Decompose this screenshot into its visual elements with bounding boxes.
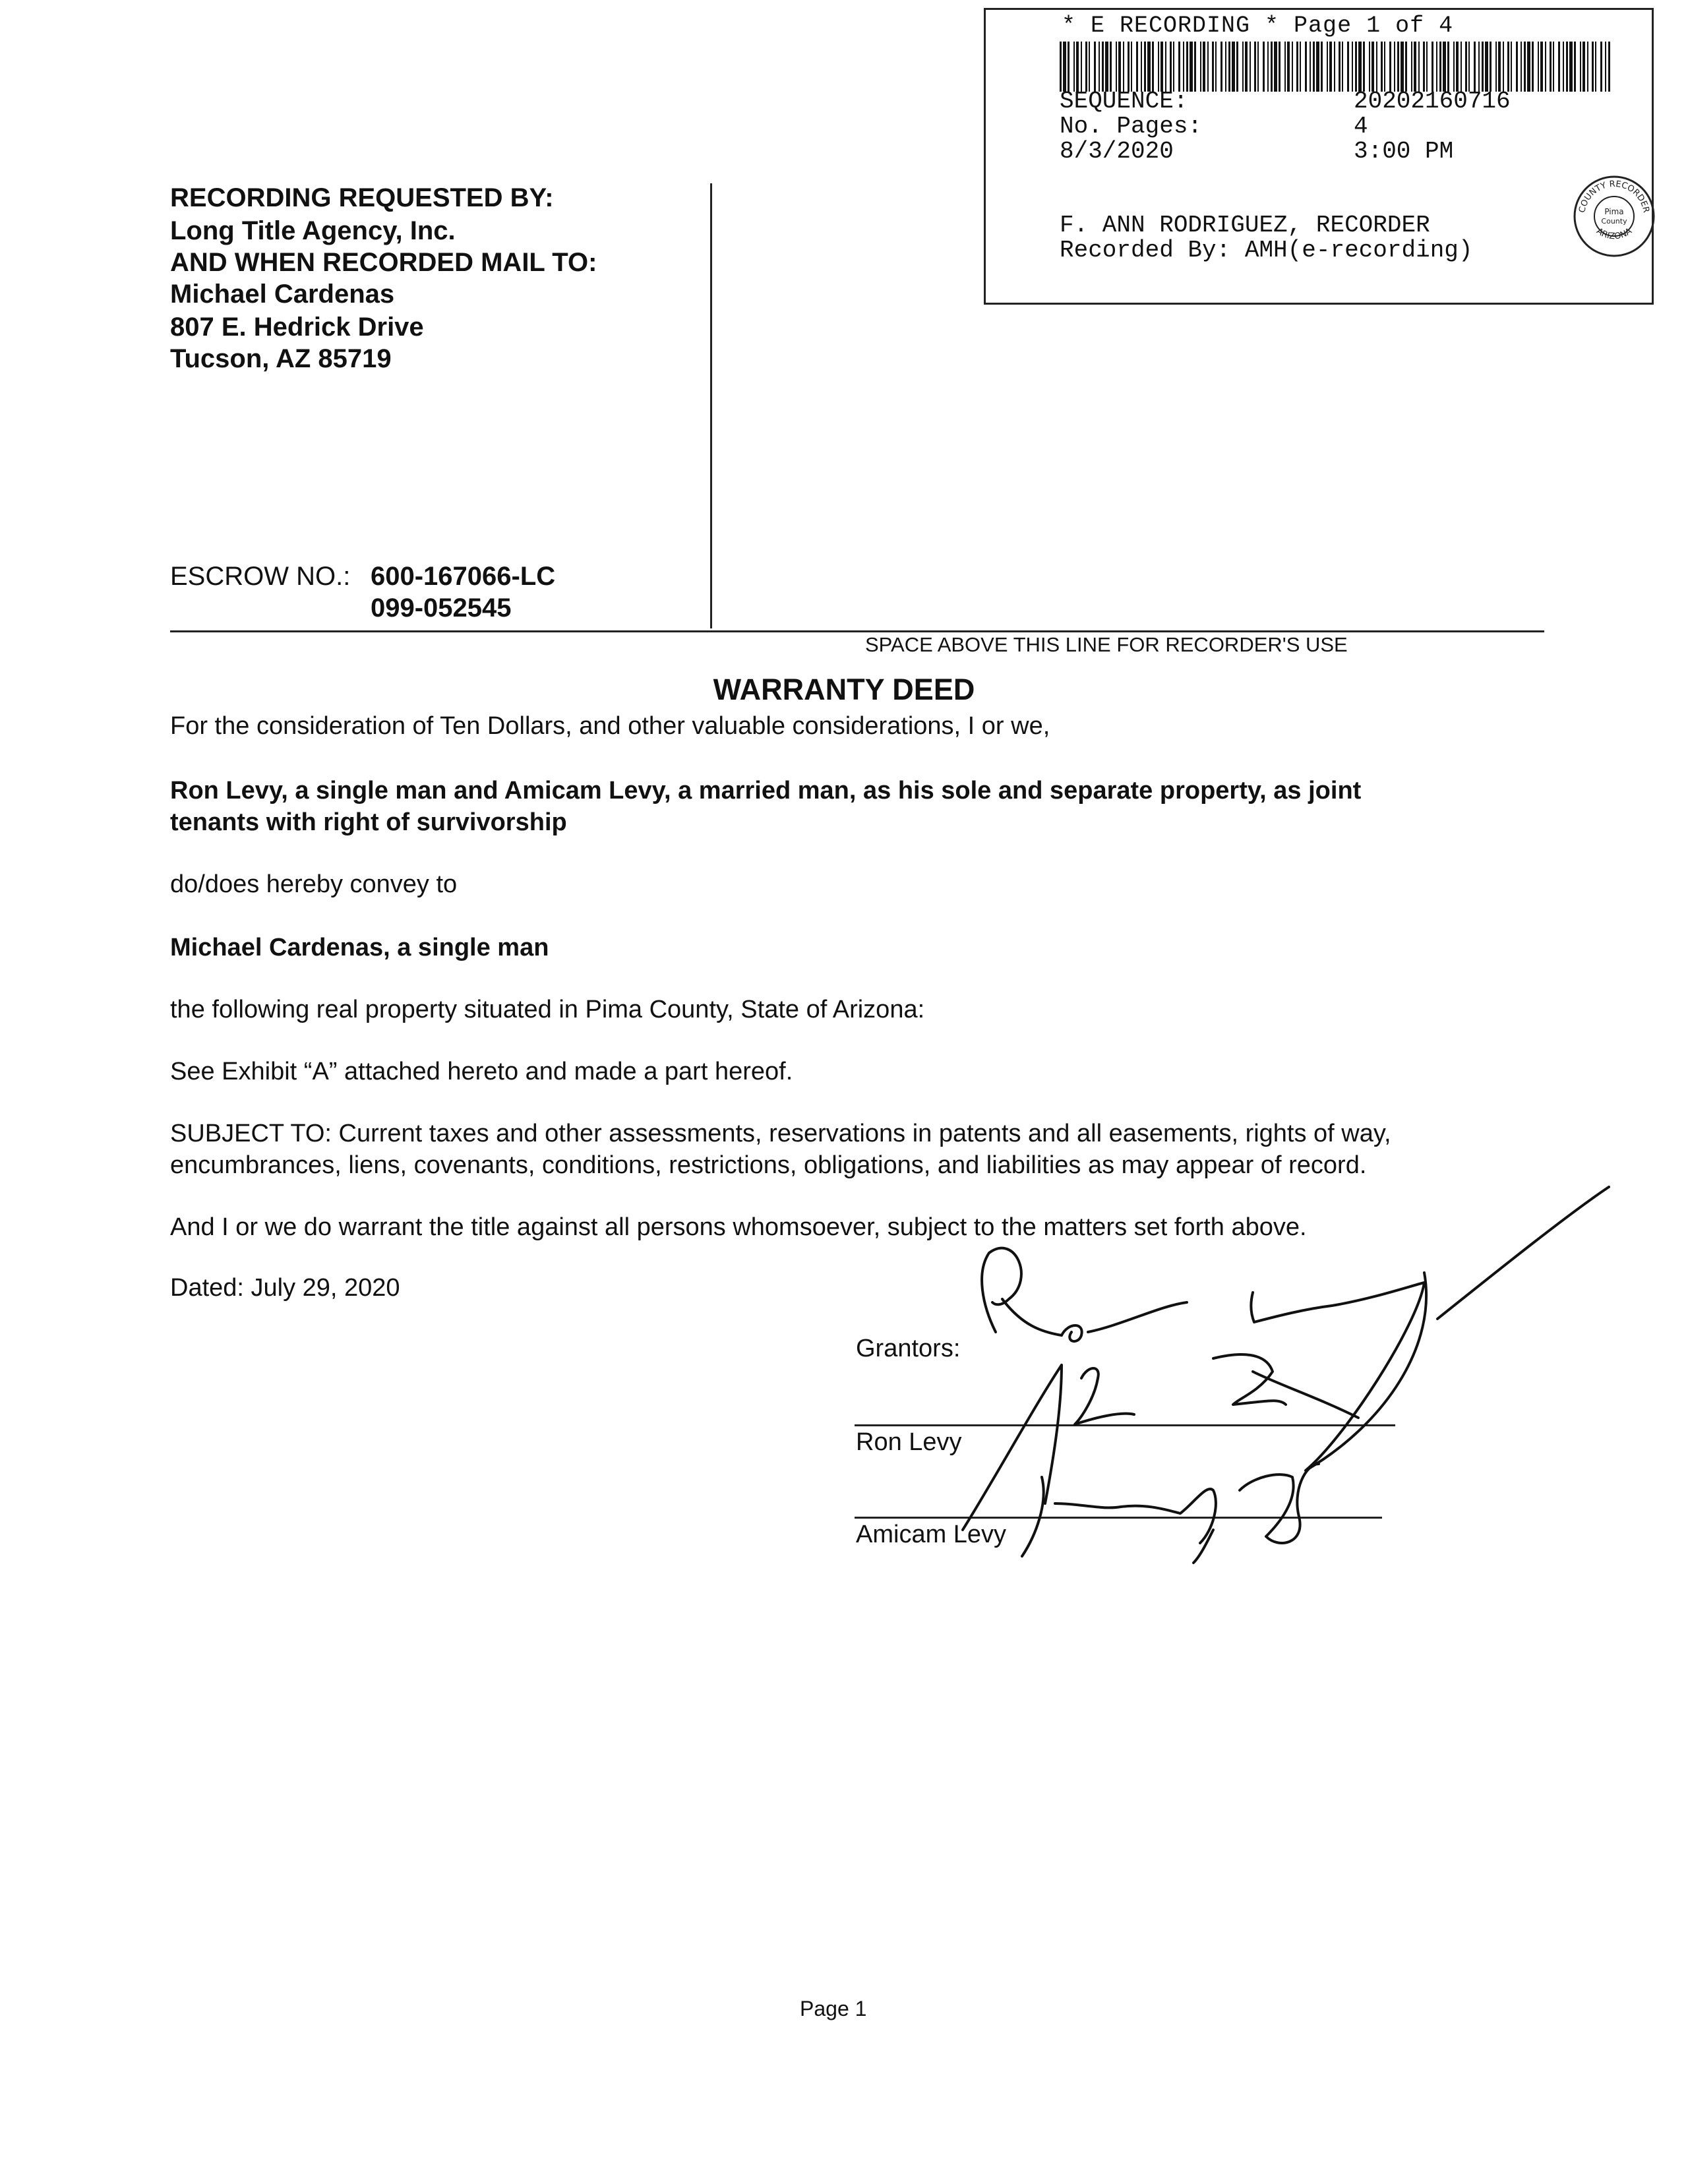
- county-seal-icon: [1571, 173, 1657, 259]
- subject-to-line-1: SUBJECT TO: Current taxes and other assessments, reservations in patents and all easements, rights of way,: [170, 1120, 1391, 1147]
- barcode-bar: [1436, 42, 1437, 92]
- barcode-bar: [1503, 42, 1504, 92]
- barcode-bar: [1456, 42, 1459, 92]
- barcode-bar: [1372, 42, 1374, 92]
- barcode-bar: [1389, 42, 1391, 92]
- signer-1-name: Ron Levy: [856, 1428, 962, 1456]
- barcode-bar: [1329, 42, 1332, 92]
- barcode-bar: [1553, 42, 1554, 92]
- recorder-use-line: [170, 630, 1544, 632]
- barcode-bar: [1232, 42, 1235, 92]
- dated-text: Dated: July 29, 2020: [170, 1274, 400, 1302]
- escrow-number-1: 600-167066-LC: [371, 562, 556, 591]
- barcode-bar: [1524, 42, 1526, 92]
- barcode-bar: [1158, 42, 1159, 92]
- barcode-bar: [1582, 42, 1585, 92]
- seal-top-text: COUNTY RECORDER: [1577, 179, 1651, 214]
- barcode-bar: [1242, 42, 1244, 92]
- signature-flourish: [1437, 1187, 1609, 1319]
- barcode-bar: [1131, 42, 1132, 92]
- barcode-bar: [1587, 42, 1588, 92]
- barcode-bar: [1305, 42, 1307, 92]
- barcode-bar: [1160, 42, 1163, 92]
- barcode-bar: [1376, 42, 1377, 92]
- barcode-bar: [1292, 42, 1293, 92]
- barcode-bar: [1194, 42, 1196, 92]
- barcode-bar: [1250, 42, 1251, 92]
- signature-amicam-levy: [963, 1354, 1358, 1563]
- barcode-bar: [1225, 42, 1226, 92]
- barcode-bar: [1569, 42, 1573, 92]
- escrow-label: ESCROW NO.:: [170, 562, 351, 591]
- barcode-bar: [1443, 42, 1446, 92]
- record-date: 8/3/2020: [1060, 138, 1174, 165]
- barcode-bar: [1081, 42, 1082, 92]
- barcode-bar: [1595, 42, 1596, 92]
- barcode-bar: [1384, 42, 1385, 92]
- grantors-label: Grantors:: [856, 1335, 961, 1362]
- barcode-bar: [1228, 42, 1230, 92]
- barcode-bar: [1439, 42, 1441, 92]
- barcode-bar: [1073, 42, 1075, 92]
- barcode-bar: [1076, 42, 1079, 92]
- barcode-bar: [1279, 42, 1281, 92]
- grantors-text-line-2: tenants with right of survivorship: [170, 808, 567, 836]
- signer-2-name: Amicam Levy: [856, 1521, 1007, 1548]
- barcode-bar: [1089, 42, 1090, 92]
- barcode-bar: [1321, 42, 1323, 92]
- barcode-bar: [1418, 42, 1420, 92]
- barcode-bar: [1574, 42, 1576, 92]
- barcode-bar: [1063, 42, 1066, 92]
- barcode-bar: [1313, 42, 1315, 92]
- barcode-bar: [1426, 42, 1428, 92]
- barcode-bar: [1507, 42, 1509, 92]
- consideration-text: For the consideration of Ten Dollars, and other valuable considerations, I or we,: [170, 712, 1050, 740]
- barcode-bar: [1296, 42, 1298, 92]
- barcode-bar: [1566, 42, 1568, 92]
- barcode-bar: [1190, 42, 1193, 92]
- requested-by-name: Long Title Agency, Inc.: [170, 216, 456, 245]
- barcode-bar: [1110, 42, 1112, 92]
- page-number: Page 1: [800, 1997, 867, 2020]
- barcode-bar: [1105, 42, 1108, 92]
- barcode-bar: [1221, 42, 1222, 92]
- barcode-bar: [1094, 42, 1096, 92]
- barcode-bar: [1207, 42, 1209, 92]
- barcode-bar: [1511, 42, 1512, 92]
- barcode-bar: [1200, 42, 1201, 92]
- barcode-bar: [1563, 42, 1564, 92]
- barcode-bar: [1423, 42, 1425, 92]
- barcode-bar: [1236, 42, 1238, 92]
- barcode-bar: [1369, 42, 1370, 92]
- recorder-space-note: SPACE ABOVE THIS LINE FOR RECORDER'S USE: [865, 633, 1348, 656]
- barcode-bar: [1468, 42, 1470, 92]
- barcode-bar: [1521, 42, 1522, 92]
- barcode-bar: [1482, 42, 1484, 92]
- barcode-bar: [1495, 42, 1497, 92]
- barcode-bar: [1116, 42, 1117, 92]
- barcode-bar: [1474, 42, 1476, 92]
- barcode-bar: [1394, 42, 1395, 92]
- barcode-bar: [1334, 42, 1335, 92]
- barcode-bar: [1540, 42, 1543, 92]
- barcode-bar: [1485, 42, 1488, 92]
- barcode-bar: [1516, 42, 1518, 92]
- barcode-bar: [1267, 42, 1269, 92]
- sequence-label: SEQUENCE:: [1060, 88, 1188, 115]
- seal-center-text-1: Pima: [1604, 207, 1624, 216]
- barcode-bar: [1608, 42, 1610, 92]
- barcode-bar: [1327, 42, 1328, 92]
- seal-bottom-text: ARIZONA: [1594, 226, 1634, 242]
- barcode-bar: [1358, 42, 1362, 92]
- handwritten-signatures: [844, 1174, 1635, 1635]
- barcode-bar: [1123, 42, 1124, 92]
- barcode-bar: [1257, 42, 1259, 92]
- barcode-bar: [1465, 42, 1467, 92]
- barcode-bar: [1355, 42, 1357, 92]
- barcode-bar: [1310, 42, 1311, 92]
- recorded-by: Recorded By: AMH(e-recording): [1060, 237, 1473, 264]
- barcode-bar: [1060, 42, 1062, 92]
- barcode-bar: [1532, 42, 1534, 92]
- barcode-bar: [1490, 42, 1492, 92]
- barcode-bar: [1287, 42, 1290, 92]
- escrow-number-2: 099-052545: [371, 593, 512, 622]
- barcode-bar: [1401, 42, 1404, 92]
- barcode-bar: [1263, 42, 1265, 92]
- barcode-bar: [1461, 42, 1462, 92]
- barcode-bar: [1381, 42, 1383, 92]
- barcode-bar: [1215, 42, 1217, 92]
- seal-center-text-2: County: [1601, 217, 1627, 226]
- property-text: the following real property situated in Pima County, State of Arizona:: [170, 996, 925, 1023]
- header-divider-vertical: [710, 183, 712, 628]
- barcode-bar: [1203, 42, 1205, 92]
- barcode-bar: [1300, 42, 1301, 92]
- barcode-bar: [1144, 42, 1146, 92]
- barcode-bar: [1178, 42, 1180, 92]
- convey-text: do/does hereby convey to: [170, 870, 458, 898]
- exhibit-text: See Exhibit “A” attached hereto and made a part hereof.: [170, 1058, 793, 1085]
- mail-to-street: 807 E. Hedrick Drive: [170, 313, 424, 342]
- barcode-bar: [1099, 42, 1100, 92]
- barcode-bar: [1147, 42, 1151, 92]
- barcode: [1060, 42, 1613, 92]
- barcode-bar: [1085, 42, 1087, 92]
- requested-by-label: RECORDING REQUESTED BY:: [170, 183, 554, 212]
- grantee-text: Michael Cardenas, a single man: [170, 934, 549, 961]
- barcode-bar: [1141, 42, 1142, 92]
- warrant-text: And I or we do warrant the title against all persons whomsoever, subject to the matters set forth above.: [170, 1213, 1307, 1241]
- barcode-bar: [1550, 42, 1552, 92]
- barcode-bar: [1558, 42, 1560, 92]
- pages-label: No. Pages:: [1060, 113, 1203, 140]
- barcode-bar: [1271, 42, 1273, 92]
- barcode-bar: [1118, 42, 1121, 92]
- barcode-bar: [1183, 42, 1184, 92]
- barcode-bar: [1136, 42, 1138, 92]
- barcode-bar: [1605, 42, 1606, 92]
- barcode-bar: [1254, 42, 1256, 92]
- barcode-bar: [1363, 42, 1365, 92]
- subject-to-line-2: encumbrances, liens, covenants, conditions, restrictions, obligations, and liabilities as may appear of record.: [170, 1151, 1367, 1179]
- signature-ron-levy: [982, 1248, 1426, 1471]
- barcode-bar: [1284, 42, 1286, 92]
- barcode-bar: [1414, 42, 1416, 92]
- barcode-bar: [1453, 42, 1455, 92]
- barcode-bar: [1478, 42, 1480, 92]
- barcode-bar: [1068, 42, 1070, 92]
- barcode-bar: [1498, 42, 1501, 92]
- record-time: 3:00 PM: [1354, 138, 1454, 165]
- barcode-bar: [1592, 42, 1594, 92]
- barcode-bar: [1545, 42, 1546, 92]
- barcode-bar: [1538, 42, 1539, 92]
- barcode-bar: [1411, 42, 1412, 92]
- mail-to-city: Tucson, AZ 85719: [170, 344, 392, 373]
- recorder-name: F. ANN RODRIGUEZ, RECORDER: [1060, 212, 1430, 239]
- barcode-bar: [1342, 42, 1343, 92]
- barcode-bar: [1212, 42, 1214, 92]
- barcode-bar: [1347, 42, 1349, 92]
- barcode-bar: [1352, 42, 1353, 92]
- recorder-stamp: [984, 8, 1654, 305]
- barcode-bar: [1245, 42, 1248, 92]
- sequence-value: 20202160716: [1354, 88, 1511, 115]
- barcode-bar: [1405, 42, 1407, 92]
- stamp-header: * E RECORDING * Page 1 of 4: [1062, 13, 1454, 39]
- barcode-bar: [1316, 42, 1319, 92]
- document-title: WARRANTY DEED: [713, 673, 975, 706]
- barcode-bar: [1128, 42, 1130, 92]
- mail-to-label: AND WHEN RECORDED MAIL TO:: [170, 248, 597, 277]
- grantors-text-line-1: Ron Levy, a single man and Amicam Levy, a married man, as his sole and separate property, as joint: [170, 777, 1362, 804]
- barcode-bar: [1447, 42, 1449, 92]
- barcode-bar: [1173, 42, 1174, 92]
- barcode-bar: [1102, 42, 1104, 92]
- barcode-bar: [1397, 42, 1399, 92]
- barcode-bar: [1186, 42, 1188, 92]
- barcode-bar: [1527, 42, 1530, 92]
- barcode-bar: [1339, 42, 1341, 92]
- barcode-bar: [1580, 42, 1581, 92]
- pages-value: 4: [1354, 113, 1368, 140]
- barcode-bar: [1152, 42, 1154, 92]
- mail-to-name: Michael Cardenas: [170, 280, 395, 309]
- barcode-bar: [1165, 42, 1166, 92]
- barcode-bar: [1170, 42, 1172, 92]
- barcode-bar: [1600, 42, 1602, 92]
- barcode-bar: [1432, 42, 1433, 92]
- barcode-bar: [1274, 42, 1277, 92]
